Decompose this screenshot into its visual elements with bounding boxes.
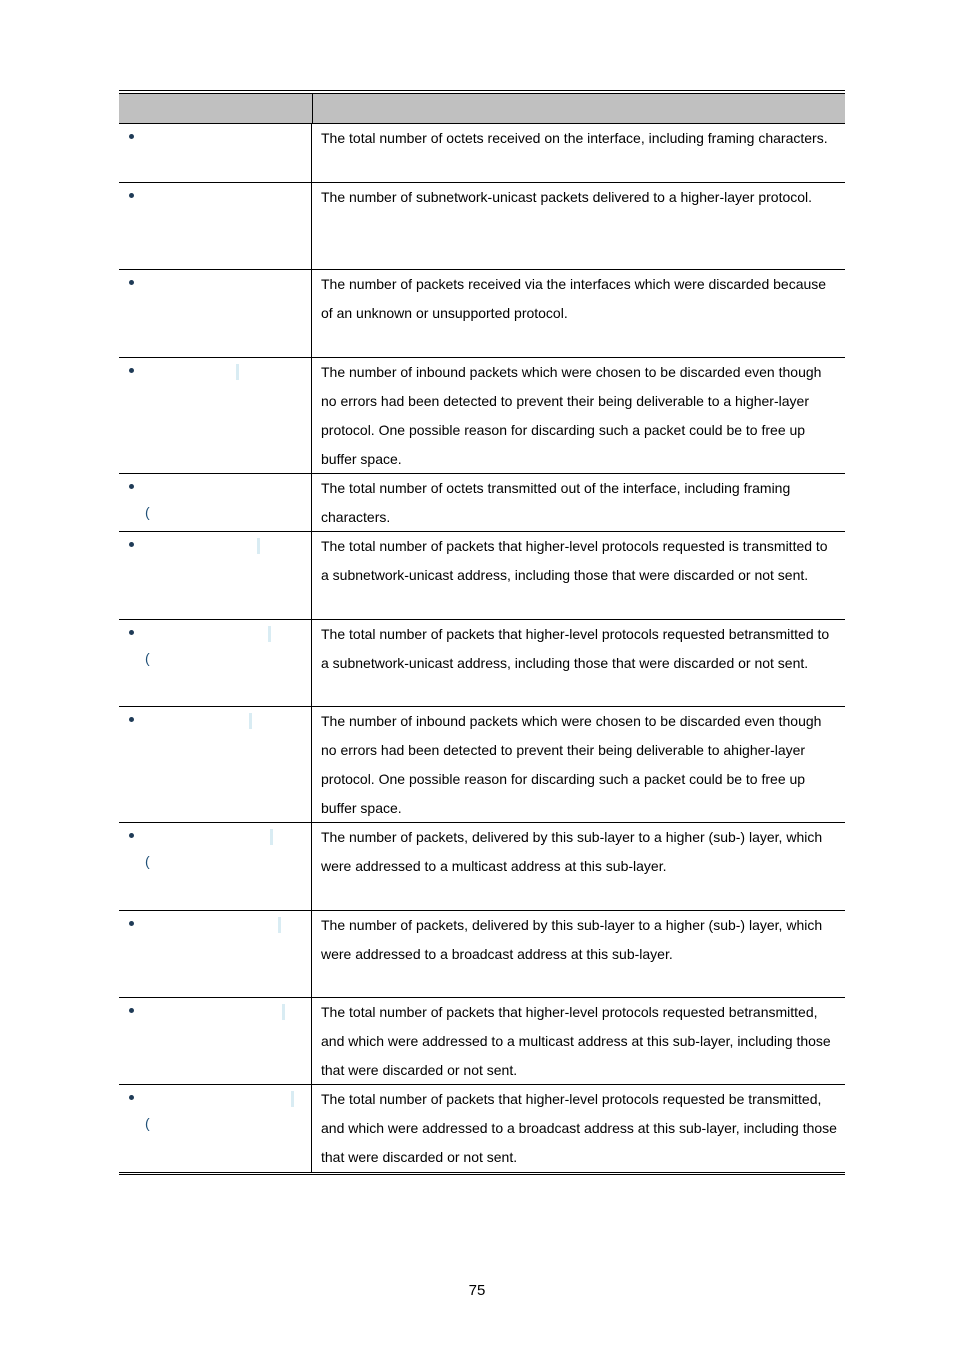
bullet-icon	[129, 280, 134, 285]
object-cell	[119, 823, 312, 910]
object-cell	[119, 270, 312, 357]
object-cell	[119, 707, 312, 822]
faint-mark	[278, 917, 281, 933]
paren-mark: (	[145, 853, 150, 869]
faint-mark	[270, 829, 273, 845]
paren-mark: (	[145, 504, 150, 520]
paren-mark: (	[145, 650, 150, 666]
description-cell: The total number of octets received on the interface, including framing characters.	[321, 130, 828, 146]
object-cell	[119, 620, 312, 706]
description-cell: The number of packets, delivered by this sub-layer to a higher (sub-) layer, which were addressed to a multicast address at this sub-layer.	[321, 829, 823, 874]
description-cell: The number of inbound packets which were chosen to be discarded even though no errors had been detected to prevent their being deliverable to a higher-layer protocol. One possible reason for discarding such a packet could be to free up buffer space.	[321, 364, 822, 467]
bullet-icon	[129, 630, 134, 635]
faint-mark	[268, 626, 271, 642]
description-cell: The total number of octets transmitted out of the interface, including framing characters.	[321, 480, 791, 525]
faint-mark	[291, 1091, 294, 1107]
faint-mark	[249, 713, 252, 729]
table-row	[119, 707, 845, 823]
table-row	[119, 823, 845, 911]
object-cell	[119, 532, 312, 619]
bullet-icon	[129, 484, 134, 489]
bullet-icon	[129, 1008, 134, 1013]
table-row	[119, 270, 845, 358]
object-cell	[119, 474, 312, 531]
header-object-cell	[119, 94, 313, 123]
table-row	[119, 911, 845, 998]
table-row	[119, 124, 845, 183]
table-row	[119, 620, 845, 707]
faint-mark	[257, 538, 260, 554]
table-row	[119, 474, 845, 532]
object-cell	[119, 911, 312, 997]
bullet-icon	[129, 368, 134, 373]
paren-mark: (	[145, 1115, 150, 1131]
table-row	[119, 998, 845, 1085]
description-cell: The number of inbound packets which were chosen to be discarded even though no errors had been detected to prevent their being deliverable to ahigher-layer protocol. One possible reason for discarding such a packet could be to free up buffer space.	[321, 713, 822, 816]
faint-mark	[282, 1004, 285, 1020]
table-body	[119, 124, 845, 1173]
object-cell	[119, 358, 312, 473]
faint-mark	[236, 364, 239, 380]
description-cell: The number of subnetwork-unicast packets delivered to a higher-layer protocol.	[321, 189, 813, 205]
description-cell: The total number of packets that higher-level protocols requested be transmitted, and which were addressed to a broadcast address at this sub-layer, including those that were discarded or not sent.	[321, 1091, 837, 1165]
table-bottom-rule	[119, 1172, 845, 1175]
object-cell	[119, 998, 312, 1084]
table-row	[119, 183, 845, 270]
object-cell	[119, 1085, 312, 1173]
object-cell	[119, 183, 312, 269]
page-number: 75	[468, 1282, 486, 1299]
header-description-cell	[313, 94, 845, 123]
bullet-icon	[129, 921, 134, 926]
table-row	[119, 1085, 845, 1173]
description-cell: The total number of packets that higher-level protocols requested is transmitted to a subnetwork-unicast address, including those that were discarded or not sent.	[321, 538, 828, 583]
bullet-icon	[129, 717, 134, 722]
bullet-icon	[129, 542, 134, 547]
bullet-icon	[129, 193, 134, 198]
bullet-icon	[129, 1095, 134, 1100]
counters-table	[119, 90, 845, 1173]
bullet-icon	[129, 833, 134, 838]
description-cell: The number of packets, delivered by this sub-layer to a higher (sub-) layer, which were addressed to a broadcast address at this sub-layer.	[321, 917, 823, 962]
description-cell: The total number of packets that higher-level protocols requested betransmitted, and which were addressed to a multicast address at this sub-layer, including those that were discarded or not sent.	[321, 1004, 831, 1078]
description-cell: The total number of packets that higher-level protocols requested betransmitted to a subnetwork-unicast address, including those that were discarded or not sent.	[321, 626, 830, 671]
description-cell: The number of packets received via the interfaces which were discarded because of an unknown or unsupported protocol.	[321, 276, 827, 321]
object-cell	[119, 124, 312, 182]
table-header	[119, 94, 845, 124]
table-row	[119, 532, 845, 620]
table-row	[119, 358, 845, 474]
bullet-icon	[129, 134, 134, 139]
